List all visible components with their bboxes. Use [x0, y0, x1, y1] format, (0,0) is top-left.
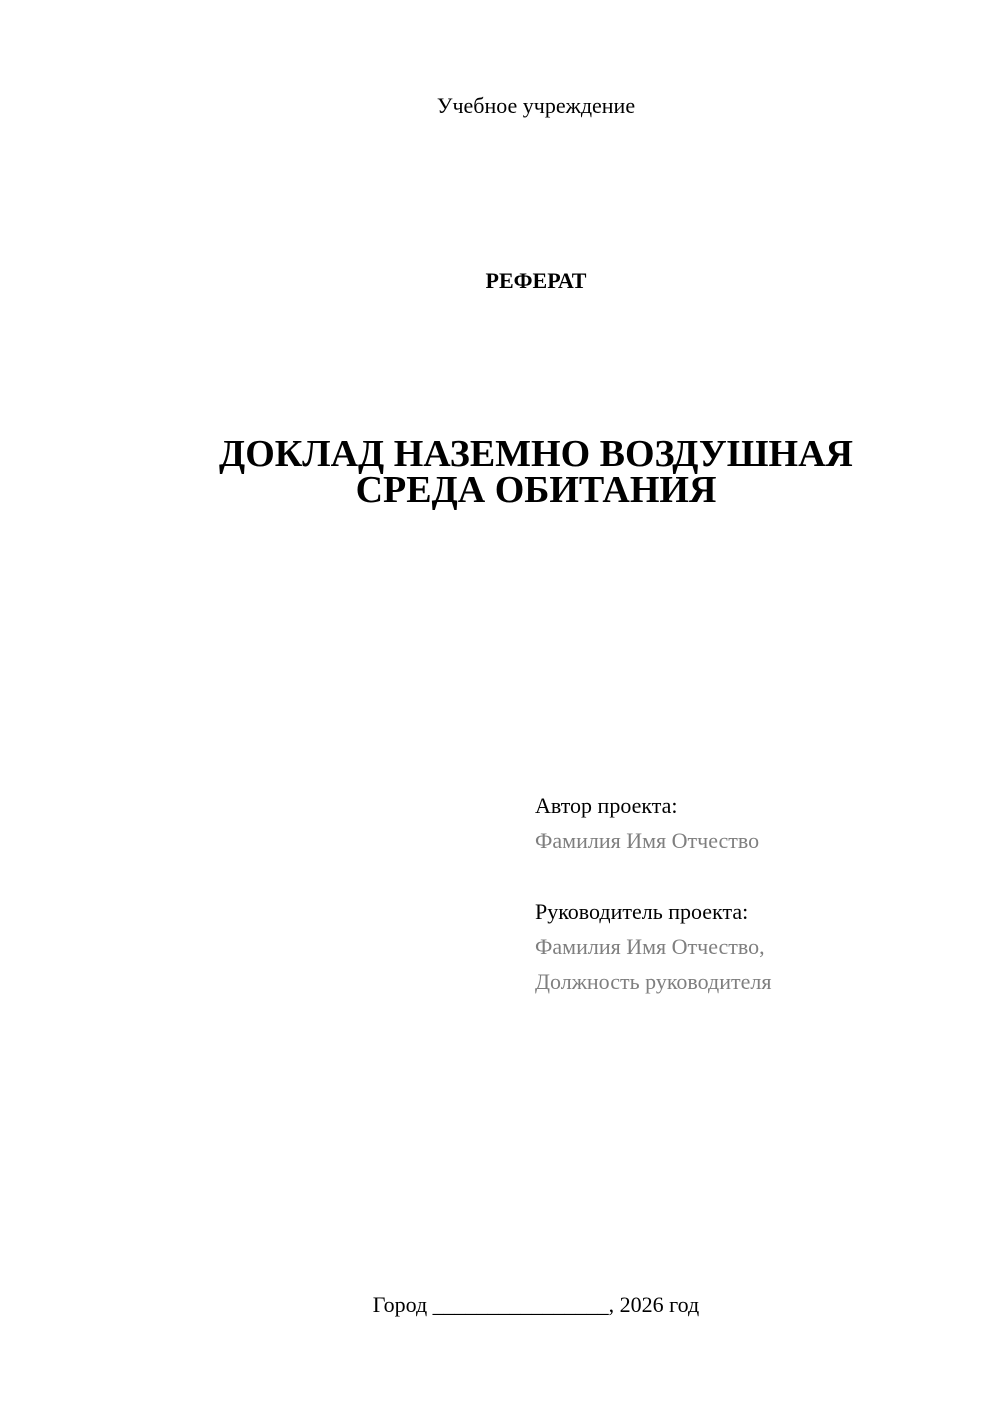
city-year-line: Город ________________, 2026 год — [372, 1292, 700, 1317]
document-title — [120, 433, 952, 511]
supervisor-label: Руководитель проекта: — [535, 899, 749, 924]
author-name: Фамилия Имя Отчество — [535, 828, 760, 853]
document-title-line-2: СРЕДА ОБИТАНИЯ — [355, 469, 717, 511]
author-label: Автор проекта: — [535, 793, 678, 818]
document-title-line-1: ДОКЛАД НАЗЕМНО ВОЗДУШНАЯ — [219, 433, 853, 475]
supervisor-position: Должность руководителя — [535, 969, 772, 994]
authors-block — [535, 788, 975, 999]
institution-name: Учебное учреждение — [436, 93, 636, 118]
document-type: РЕФЕРАТ — [485, 268, 587, 293]
spacer — [535, 858, 975, 894]
supervisor-name: Фамилия Имя Отчество, — [535, 934, 765, 959]
